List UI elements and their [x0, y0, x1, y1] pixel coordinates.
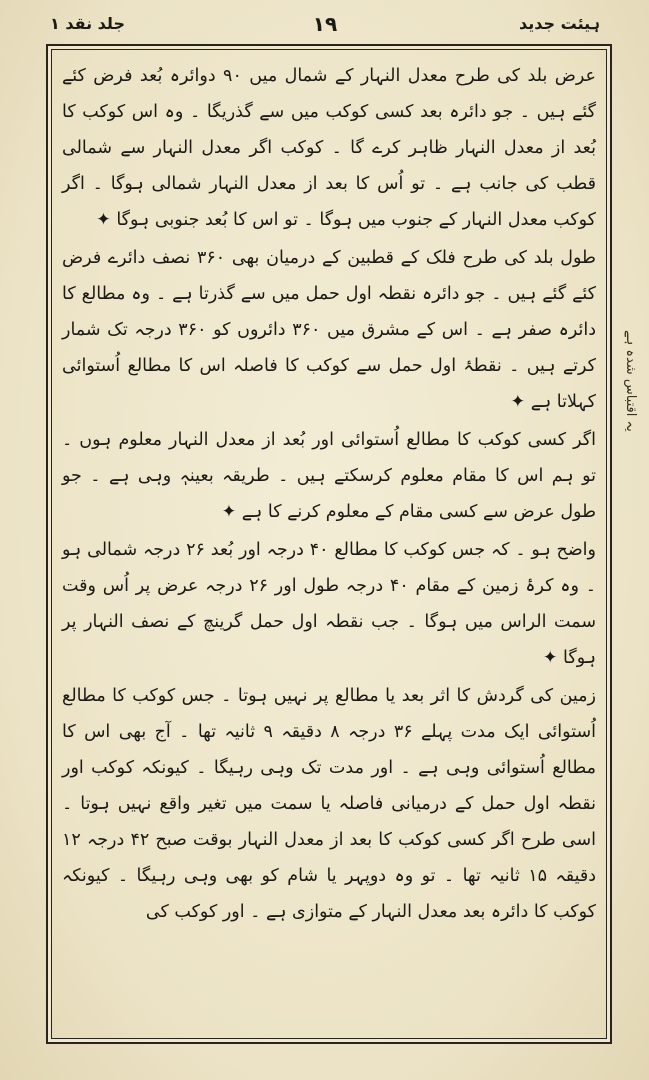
paragraph-example: واضح ہو ۔ کہ جس کوکب کا مطالع ۴۰ درجہ اور بُعد ۲۶ درجہ شمالی ہو ۔ وہ کرۂ زمین کے مقام ۴۰ درجہ طول اور ۲۶ درجہ عرض پر اُس وقت سمت الراس میں ہوگا ۔ جب نقطہ اول حمل گرینچ کے نصف النہار پر ہوگا ✦ — [62, 540, 597, 668]
paragraph-right-ascension: طول بلد کی طرح فلک کے قطبین کے درمیان بھی ۳۶۰ نصف دائرے فرض کئے گئے ہیں ۔ جو دائرہ نقطہ اول حمل میں سے گذرتا ہے ۔ وہ مطالع کا دائرہ صفر ہے ۔ اس کے مشرق میں ۳۶۰ دائروں کو ۳۶۰ درجہ تک شمار کرتے ہیں ۔ نقطۂ اول حمل سے کوکب کا فاصلہ اس کا مطالع اُستوائی کہلاتا ہے ✦ — [62, 248, 596, 412]
volume-label: جلد نقد ١ — [50, 14, 125, 33]
body-text — [62, 58, 596, 1038]
paragraph-earth-rotation: زمین کی گردش کا اثر بعد یا مطالع پر نہیں ہوتا ۔ جس کوکب کا مطالع اُستوائی ایک مدت پہلے ۳۶ درجہ ۸ دقیقہ ۹ ثانیہ تھا ۔ آج بھی اس کا مطالع اُستوائی وہی ہے ۔ اور مدت تک وہی رہیگا ۔ کیونکہ کوکب اور نقطہ اول حمل کے درمیانی فاصلہ یا سمت میں تغیر واقع نہیں ہوتا ۔ اسی طرح اگر کسی کوکب کا بعد از معدل النہار بوقت صبح ۴۲ درجہ ۱۲ دقیقہ ۱۵ ثانیہ تھا ۔ تو وہ دوپہر یا شام کو بھی وہی رہیگا ۔ کیونکہ کوکب کا دائرہ بعد معدل النہار کے متوازی ہے ۔ اور کوکب کی — [62, 686, 597, 922]
paragraph-position: اگر کسی کوکب کا مطالع اُستوائی اور بُعد از معدل النہار معلوم ہوں ۔ تو ہم اس کا مقام معلوم کرسکتے ہیں ۔ طریقہ بعینہٖ وہی ہے ۔ جو طول عرض سے کسی مقام کے معلوم کرنے کا ہے ✦ — [62, 430, 596, 522]
paragraph-declination: عرض بلد کی طرح معدل النہار کے شمال میں ۹۰ دوائرہ بُعد فرض کئے گئے ہیں ۔ جو دائرہ بعد کسی کوکب میں سے گذریگا ۔ وہ اس کوکب کا بُعد از معدل النہار ظاہر کرے گا ۔ کوکب اگر معدل النہار سے شمالی قطب کی جانب ہے ۔ تو اُس کا بعد از معدل النہار شمالی ہوگا ۔ اگر کوکب معدل النہار کے جنوب میں ہوگا ۔ تو اس کا بُعد جنوبی ہوگا ✦ — [62, 66, 596, 230]
page-header — [40, 10, 610, 42]
page-number: ١٩ — [312, 12, 338, 36]
margin-annotation: یہ اقتباس شدہ ہے — [623, 330, 638, 432]
book-title: ہیئت جدید — [519, 14, 600, 33]
